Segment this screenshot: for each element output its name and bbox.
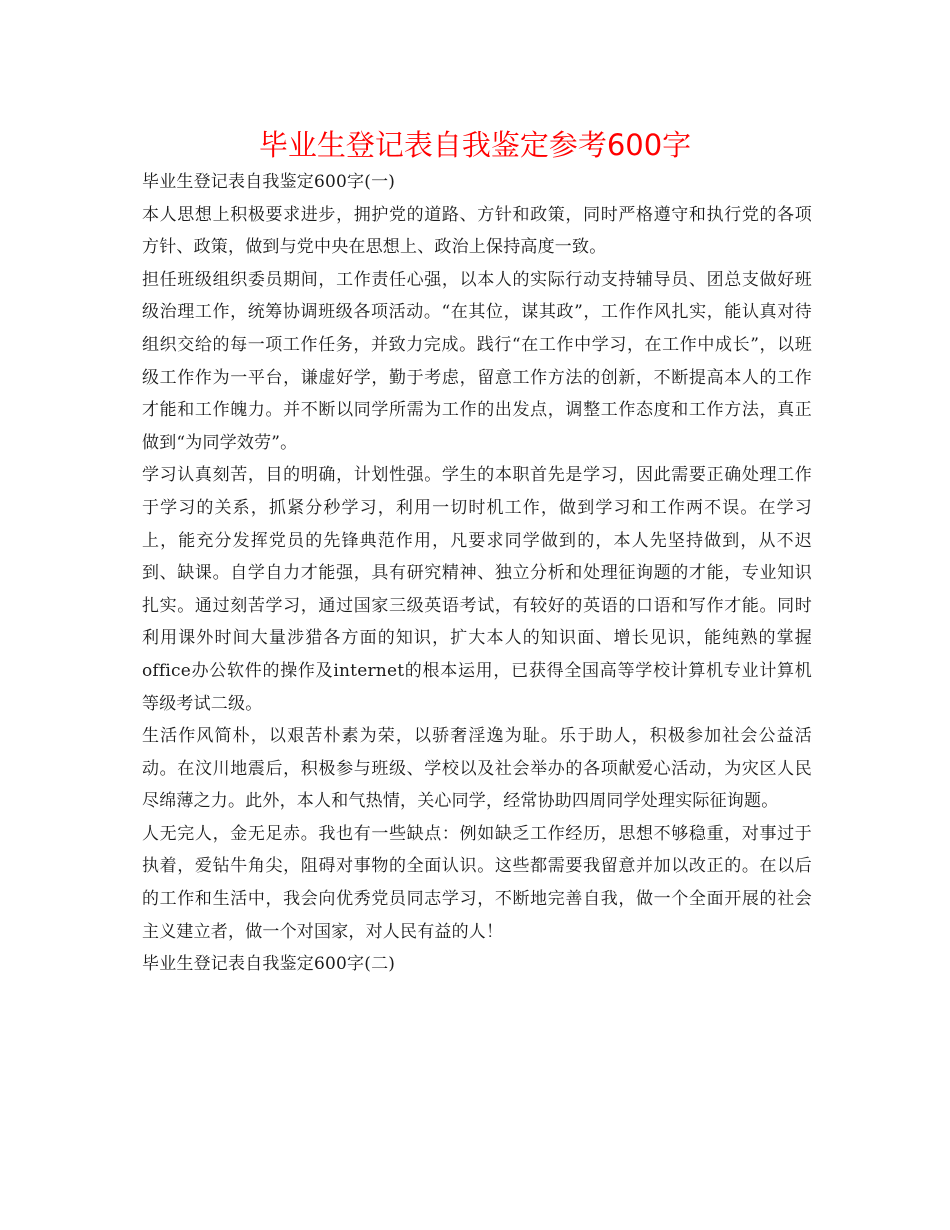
- paragraph-shortcomings: 人无完人，金无足赤。我也有一些缺点：例如缺乏工作经历，思想不够稳重，对事过于执着，爱钻牛角尖，阻碍对事物的全面认识。这些都需要我留意并加以改正的。在以后的工作和生活中，我会向优秀党员同志学习，不断地完善自我，做一个全面开展的社会主义建立者，做一个对国家，对人民有益的人！: [142, 823, 812, 942]
- document-title: 毕业生登记表自我鉴定参考600字: [258, 128, 692, 162]
- document-body: [142, 166, 812, 981]
- paragraph-study: 学习认真刻苦，目的明确，计划性强。学生的本职首先是学习，因此需要正确处理工作于学习的关系，抓紧分秒学习，利用一切时机工作，做到学习和工作两不误。在学习上，能充分发挥党员的先锋典范作用，凡要求同学做到的，本人先坚持做到，从不迟到、缺课。自学自力才能强，具有研究精神、独立分析和处理征询题的才能，专业知识扎实。通过刻苦学习，通过国家三级英语考试，有较好的英语的口语和写作才能。同时利用课外时间大量涉猎各方面的知识，扩大本人的知识面、增长见识，能纯熟的掌握office办公软件的操作及internet的根本运用，已获得全国高等学校计算机专业计算机等级考试二级。: [142, 465, 812, 714]
- paragraph-work: 担任班级组织委员期间，工作责任心强，以本人的实际行动支持辅导员、团总支做好班级治理工作，统筹协调班级各项活动。“在其位，谋其政”，工作作风扎实，能认真对待组织交给的每一项工作任务，并致力完成。践行“在工作中学习，在工作中成长”，以班级工作作为一平台，谦虚好学，勤于考虑，留意工作方法的创新，不断提高本人的工作才能和工作魄力。并不断以同学所需为工作的出发点，调整工作态度和工作方法，真正做到“为同学效劳”。: [142, 269, 812, 453]
- section-heading-2: 毕业生登记表自我鉴定600字(二): [142, 954, 396, 975]
- paragraph-life: 生活作风简朴，以艰苦朴素为荣，以骄奢淫逸为耻。乐于助人，积极参加社会公益活动。在汶川地震后，积极参与班级、学校以及社会举办的各项献爱心活动，为灾区人民尽绵薄之力。此外，本人和气热情，关心同学，经常协助四周同学处理实际征询题。: [142, 726, 812, 812]
- paragraph-political: 本人思想上积极要求进步，拥护党的道路、方针和政策，同时严格遵守和执行党的各项方针、政策，做到与党中央在思想上、政治上保持高度一致。: [142, 204, 812, 258]
- section-heading-1: 毕业生登记表自我鉴定600字(一): [142, 172, 396, 192]
